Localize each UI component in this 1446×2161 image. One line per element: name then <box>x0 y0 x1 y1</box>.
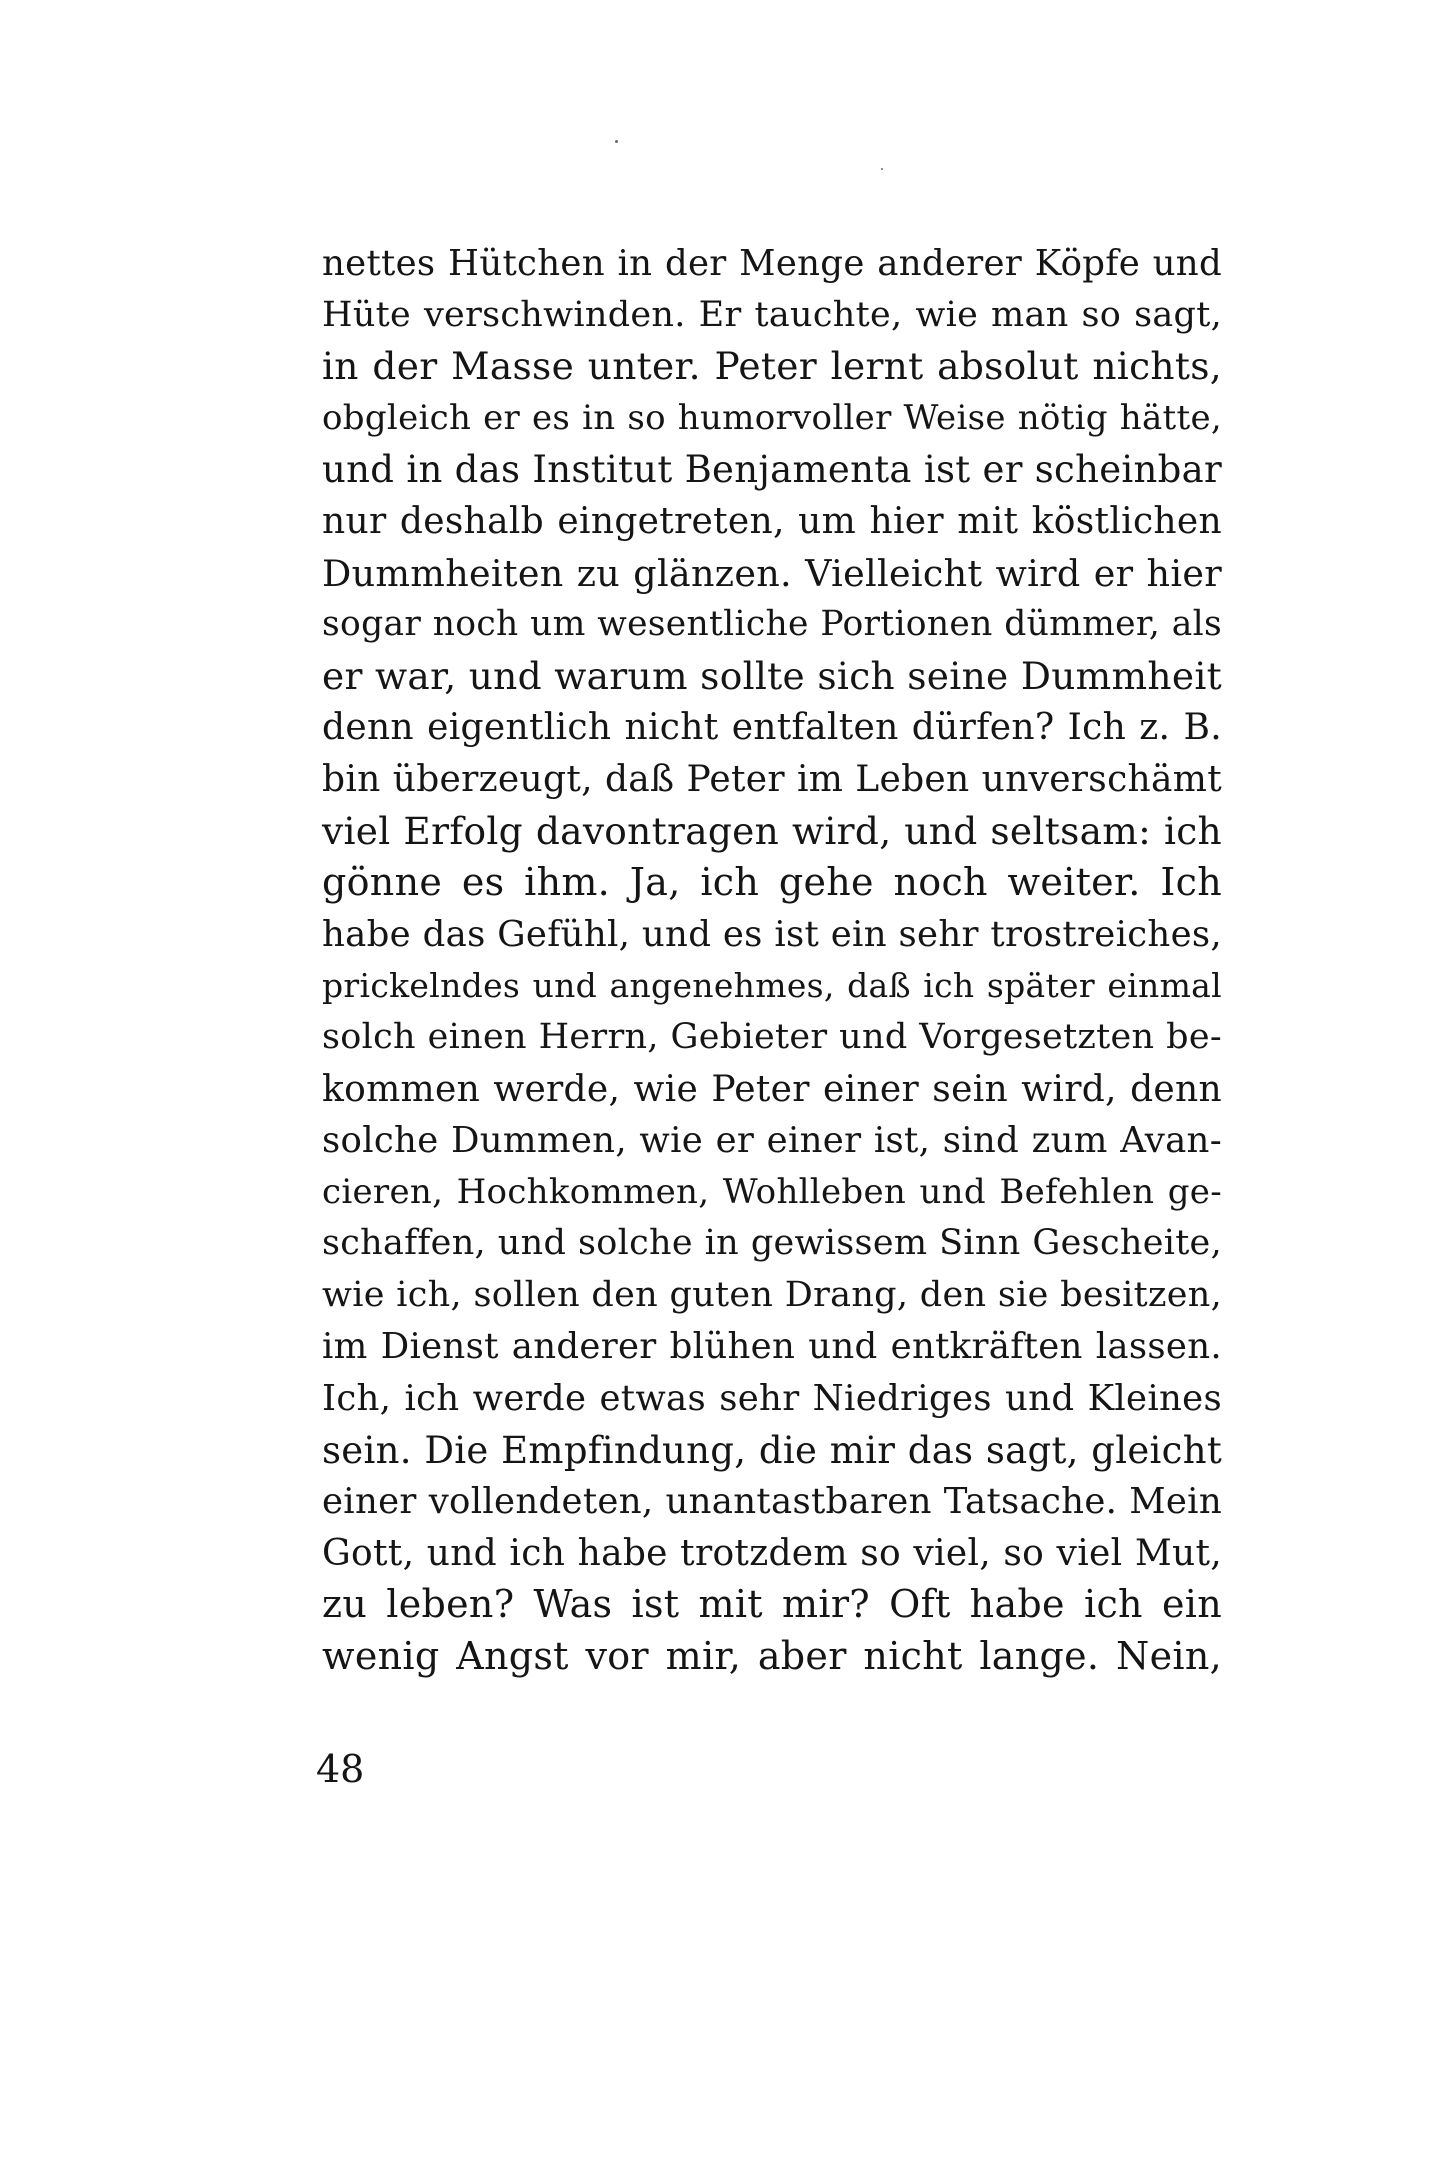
text-line: habe das Gefühl, und es ist ein sehr trostreiches, <box>322 913 1222 955</box>
text-line: denn eigentlich nicht entfalten dürfen? Ich z. B. <box>322 707 1222 749</box>
text-line: nur deshalb eingetreten, um hier mit köstlichen <box>322 500 1222 542</box>
text-line: Ich, ich werde etwas sehr Niedriges und Kleines <box>322 1378 1222 1420</box>
page-number: 48 <box>316 1747 365 1791</box>
text-line: Gott, und ich habe trotzdem so viel, so viel Mut, <box>322 1532 1222 1574</box>
text-line: solch einen Herrn, Gebieter und Vorgesetzten be- <box>322 1016 1222 1057</box>
text-line: prickelndes und angenehmes, daß ich später einmal <box>322 966 1222 1006</box>
text-line: Dummheiten zu glänzen. Vielleicht wird er hier <box>322 551 1222 595</box>
text-line: wie ich, sollen den guten Drang, den sie besitzen, <box>322 1274 1222 1315</box>
text-line: zu leben? Was ist mit mir? Oft habe ich ein <box>322 1582 1222 1627</box>
text-line: und in das Institut Benjamenta ist er scheinbar <box>322 448 1222 492</box>
text-line: wenig Angst vor mir, aber nicht lange. Nein, <box>322 1634 1222 1679</box>
text-line: einer vollendeten, unantastbaren Tatsache. Mein <box>322 1481 1222 1523</box>
text-line: gönne es ihm. Ja, ich gehe noch weiter. Ich <box>322 860 1222 905</box>
text-line: nettes Hütchen in der Menge anderer Köpfe und <box>322 243 1222 284</box>
ink-speck <box>615 140 618 143</box>
body-text <box>322 238 1222 1683</box>
text-line: im Dienst anderer blühen und entkräften lassen. <box>322 1326 1222 1368</box>
text-line: bin überzeugt, daß Peter im Leben unverschämt <box>322 758 1222 800</box>
text-line: sogar noch um wesentliche Portionen dümmer, als <box>322 604 1222 645</box>
text-line: Hüte verschwinden. Er tauchte, wie man so sagt, <box>322 294 1222 335</box>
text-line: obgleich er es in so humorvoller Weise nötig hätte, <box>322 397 1222 438</box>
text-line: er war, und warum sollte sich seine Dummheit <box>322 653 1222 698</box>
text-line: cieren, Hochkommen, Wohlleben und Befehlen ge- <box>322 1171 1222 1212</box>
ink-speck <box>881 168 883 170</box>
text-line: viel Erfolg davontragen wird, und seltsam: ich <box>322 808 1222 853</box>
text-line: schaffen, und solche in gewissem Sinn Gescheite, <box>322 1223 1222 1264</box>
text-line: kommen werde, wie Peter einer sein wird, denn <box>322 1068 1222 1110</box>
text-line: sein. Die Empfindung, die mir das sagt, gleicht <box>322 1428 1222 1472</box>
text-line: in der Masse unter. Peter lernt absolut nichts, <box>322 344 1222 389</box>
text-line: solche Dummen, wie er einer ist, sind zum Avan- <box>322 1120 1222 1162</box>
